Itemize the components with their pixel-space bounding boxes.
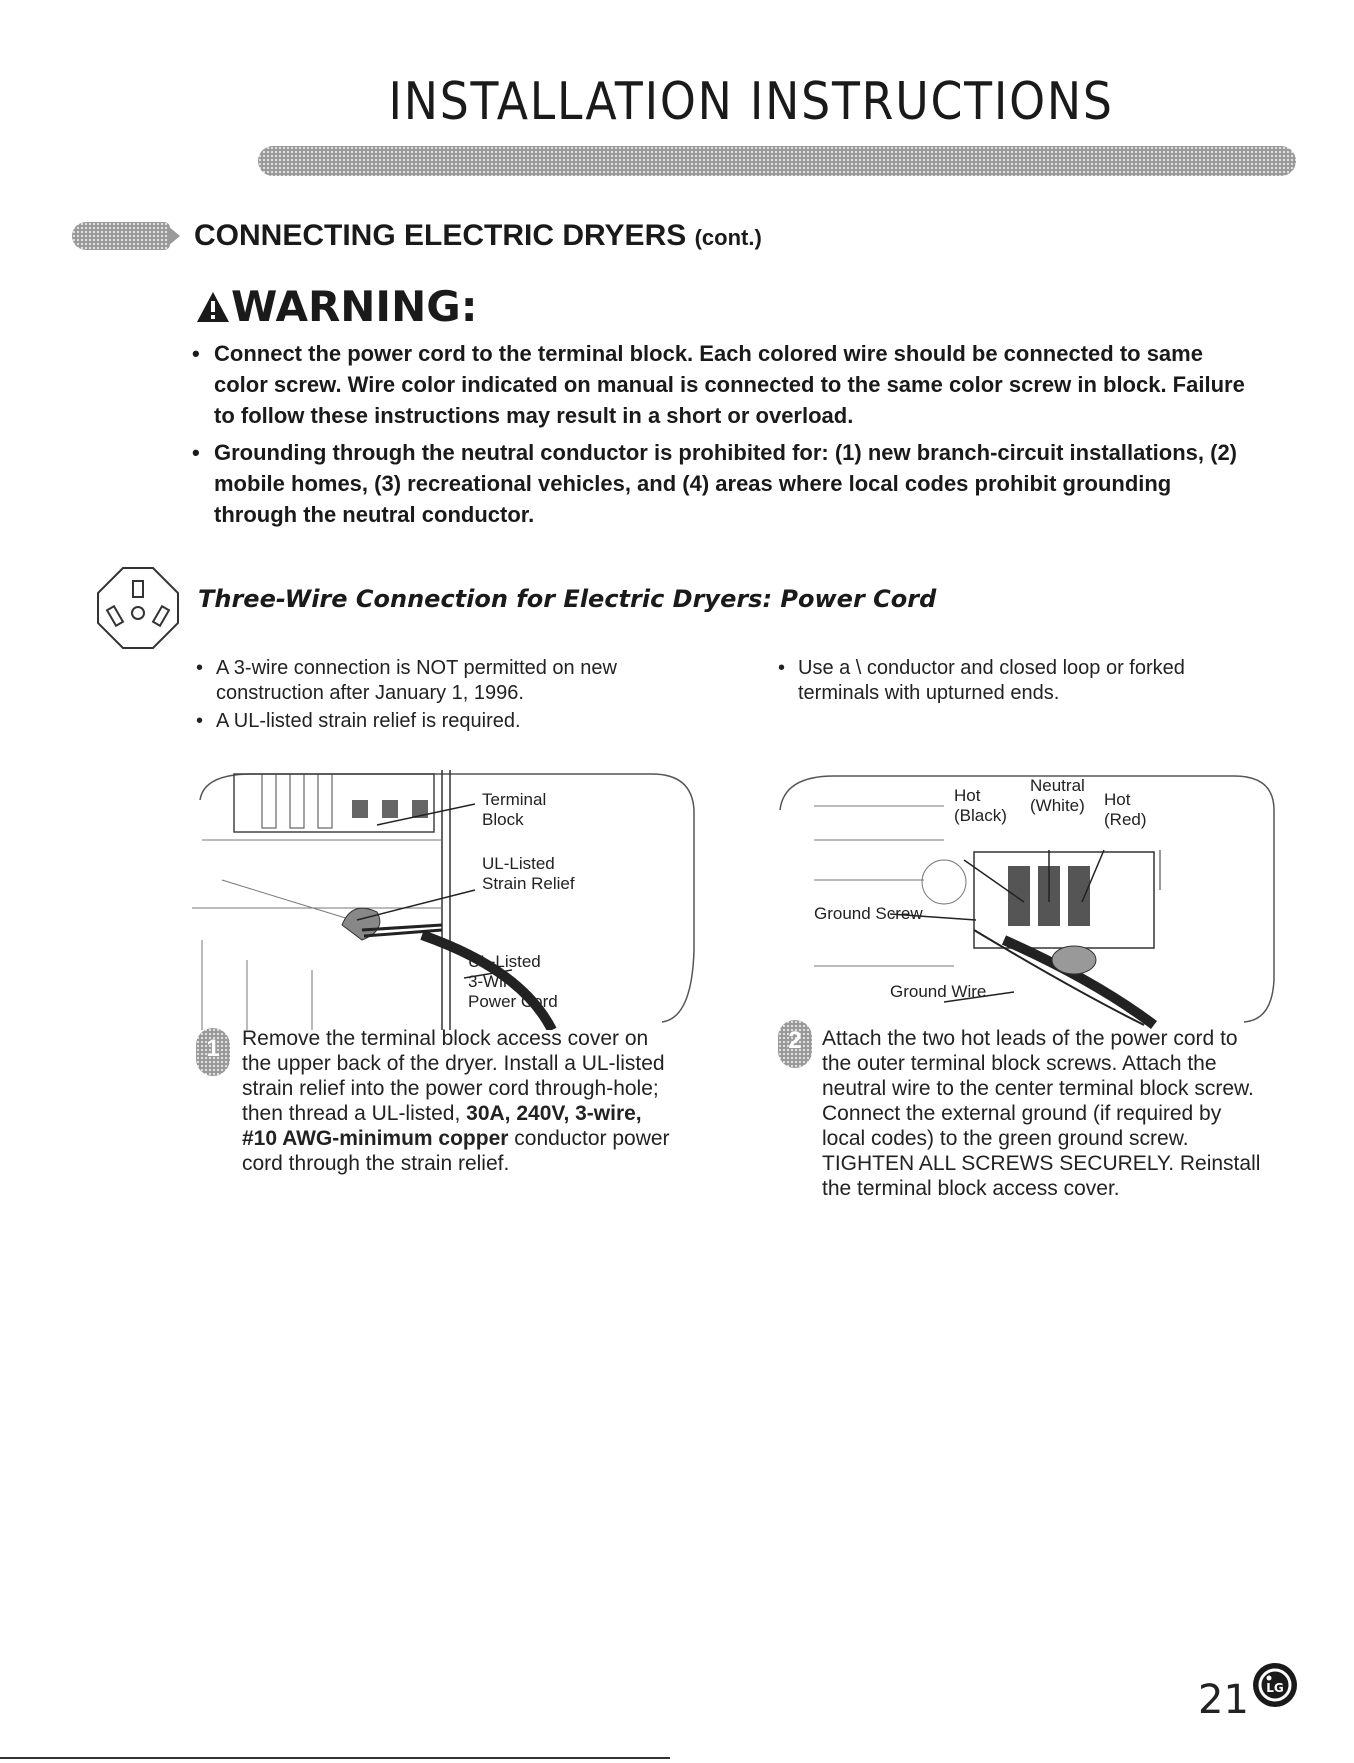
step-2-badge: 2 [778, 1020, 812, 1068]
section-title-suffix: (cont.) [694, 225, 762, 250]
notes-left [196, 656, 716, 737]
wiring-illustration [774, 770, 1280, 1030]
label-terminal-block-1: Terminal [482, 790, 547, 809]
title-bar-decoration [258, 146, 1296, 176]
notes-right [778, 656, 1258, 709]
label-terminal-block-2: Block [482, 810, 524, 829]
warning-item: • Grounding through the neutral conductor is prohibited for: (1) new branch-circuit installations, (2) mobile homes, (3) recreational vehicles, and (4) areas where local codes prohibit grounding through the neutral conductor. [190, 437, 1250, 530]
label-hot-red-1: Hot [1104, 790, 1131, 809]
warning-heading-text: WARNING: [231, 282, 478, 331]
warning-item: • Connect the power cord to the terminal block. Each colored wire should be connected to same color screw. Wire color indicated on manual is connected to the same color screw in block. Failure to follow these instructions may result in a short or overload. [190, 338, 1250, 431]
label-neutral-1: Neutral [1030, 776, 1085, 795]
step-1-text [242, 1026, 682, 1176]
label-hot-black-2: (Black) [954, 806, 1007, 825]
logo-text: LG [1266, 1681, 1284, 1695]
warning-triangle-icon [195, 290, 231, 324]
label-strain-relief-2: Strain Relief [482, 874, 575, 893]
step-1-text-a: Remove the terminal block access cover on the upper back of the dryer. Install a UL-listed strain relief into the power cord through-hole; then thread a UL-listed, [242, 1027, 665, 1125]
page-title: INSTALLATION INSTRUCTIONS [388, 72, 1114, 132]
warning-heading [195, 282, 477, 331]
label-hot-red-2: (Red) [1104, 810, 1147, 829]
label-ground-screw: Ground Screw [814, 904, 923, 923]
figure-terminal-block-rear [192, 770, 700, 1030]
page-number: 21 [1198, 1677, 1249, 1723]
label-neutral-2: (White) [1030, 796, 1085, 815]
subsection-title: Three-Wire Connection for Electric Dryers: Power Cord [198, 585, 937, 613]
dryer-rear-illustration [192, 770, 700, 1030]
section-marker-icon [72, 222, 170, 250]
label-hot-black-1: Hot [954, 786, 981, 805]
step-2-text: Attach the two hot leads of the power cord to the outer terminal block screws. Attach the neutral wire to the center terminal block screw. Connect the external ground (if required by local codes) to the green ground screw. TIGHTEN ALL SCREWS SECURELY. Reinstall the terminal block access cover. [822, 1027, 1261, 1200]
note-item: • A UL-listed strain relief is required. [196, 709, 716, 734]
step-1-badge: 1 [196, 1028, 230, 1076]
label-strain-relief-1: UL-Listed [482, 854, 555, 873]
lg-logo-icon [1252, 1662, 1298, 1708]
note-item: • Use a \ conductor and closed loop or forked terminals with upturned ends. [778, 656, 1258, 706]
figure-terminal-block-wiring [774, 770, 1280, 1030]
three-prong-outlet-icon [95, 565, 181, 651]
step-1-text-b: conductor power cord through the strain relief. [242, 1127, 670, 1175]
section-title-text: CONNECTING ELECTRIC DRYERS [194, 219, 687, 252]
label-cord-3: Power Cord [468, 992, 558, 1011]
footer-rule [0, 1757, 670, 1759]
label-cord-2: 3-Wire [468, 972, 519, 991]
note-item: • A 3-wire connection is NOT permitted on new construction after January 1, 1996. [196, 656, 716, 706]
warning-list [190, 338, 1250, 536]
label-ground-wire: Ground Wire [890, 982, 987, 1001]
label-cord-1: UL-Listed [468, 952, 541, 971]
section-title [194, 219, 762, 253]
step-1-text-bold: 30A, 240V, 3-wire, #10 AWG-minimum copper [242, 1102, 642, 1150]
